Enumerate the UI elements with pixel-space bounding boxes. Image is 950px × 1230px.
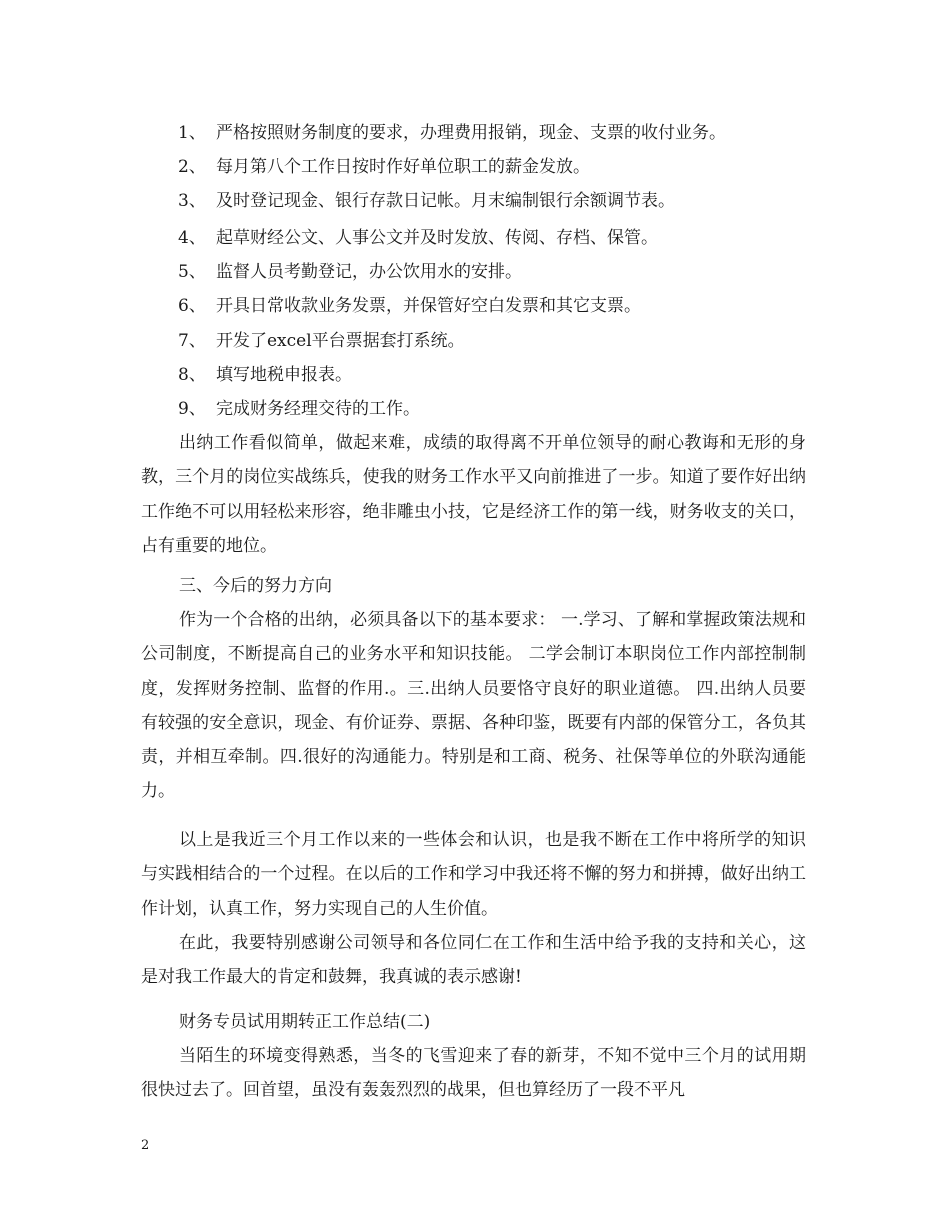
section-heading-future: 三、今后的努力方向	[179, 576, 332, 596]
paragraph-requirements: 作为一个合格的出纳，必须具备以下的基本要求： 一.学习、了解和掌握政策法规和公司制度，不断提高自己的业务水平和知识技能。 二学会制订本职岗位工作内部控制制度，发挥财务控制、监督的作用.。三.出纳人员要恪守良好的职业道德。 四.出纳人员要有较强的安全意识，现金、有价证券、票据、各种印鉴，既要有内部的保管分工，各负其责，并相互牵制。四.很好的沟通能力。特别是和工商、税务、社保等单位的外联沟通能力。	[141, 610, 806, 802]
list-item	[178, 262, 522, 282]
list-item-number: 2、	[178, 157, 206, 177]
list-item-number: 3、	[178, 191, 206, 211]
list-item-number: 8、	[178, 365, 206, 385]
list-item-number: 5、	[178, 262, 206, 282]
list-item	[178, 365, 352, 385]
list-item-text: 严格按照财务制度的要求，办理费用报销，现金、支票的收付业务。	[216, 123, 726, 143]
list-item	[178, 399, 420, 419]
list-item	[178, 191, 675, 211]
list-item-text: 完成财务经理交待的工作。	[216, 399, 420, 419]
paragraph-summary: 以上是我近三个月工作以来的一些体会和认识，也是我不断在工作中将所学的知识与实践相结合的一个过程。在以后的工作和学习中我还将不懈的努力和拼搏，做好出纳工作计划，认真工作，努力实现自己的人生价值。	[141, 830, 806, 919]
list-item-number: 7、	[178, 331, 206, 351]
list-item-text: 开发了excel平台票据套打系统。	[216, 331, 465, 351]
list-item-number: 9、	[178, 399, 206, 419]
list-item-text: 起草财经公文、人事公文并及时发放、传阅、存档、保管。	[216, 228, 658, 248]
list-item	[178, 331, 465, 351]
list-item-text: 开具日常收款业务发票，并保管好空白发票和其它支票。	[216, 296, 641, 316]
list-item-text: 每月第八个工作日按时作好单位职工的薪金发放。	[216, 157, 590, 177]
list-item-number: 4、	[178, 228, 206, 248]
list-item	[178, 296, 641, 316]
list-item	[178, 157, 590, 177]
list-item-text: 监督人员考勤登记，办公饮用水的安排。	[216, 262, 522, 282]
section-heading-part2: 财务专员试用期转正工作总结(二)	[179, 1012, 431, 1032]
paragraph-cashier: 出纳工作看似简单，做起来难，成绩的取得离不开单位领导的耐心教诲和无形的身教，三个月的岗位实战练兵，使我的财务工作水平又向前推进了一步。知道了要作好出纳工作绝不可以用轻松来形容，绝非雕虫小技，它是经济工作的第一线，财务收支的关口，占有重要的地位。	[141, 433, 806, 556]
list-item-number: 1、	[178, 123, 206, 143]
paragraph-thanks: 在此，我要特别感谢公司领导和各位同仁在工作和生活中给予我的支持和关心，这是对我工作最大的肯定和鼓舞，我真诚的表示感谢!	[141, 933, 806, 988]
paragraph-intro-part2: 当陌生的环境变得熟悉，当冬的飞雪迎来了春的新芽，不知不觉中三个月的试用期很快过去了。回首望，虽没有轰轰烈烈的战果，但也算经历了一段不平凡	[141, 1046, 806, 1101]
list-item-number: 6、	[178, 296, 206, 316]
list-item	[178, 228, 658, 248]
list-item	[178, 123, 726, 143]
page-number: 2	[141, 1138, 150, 1153]
list-item-text: 填写地税申报表。	[216, 365, 352, 385]
list-item-text: 及时登记现金、银行存款日记帐。月末编制银行余额调节表。	[216, 191, 675, 211]
